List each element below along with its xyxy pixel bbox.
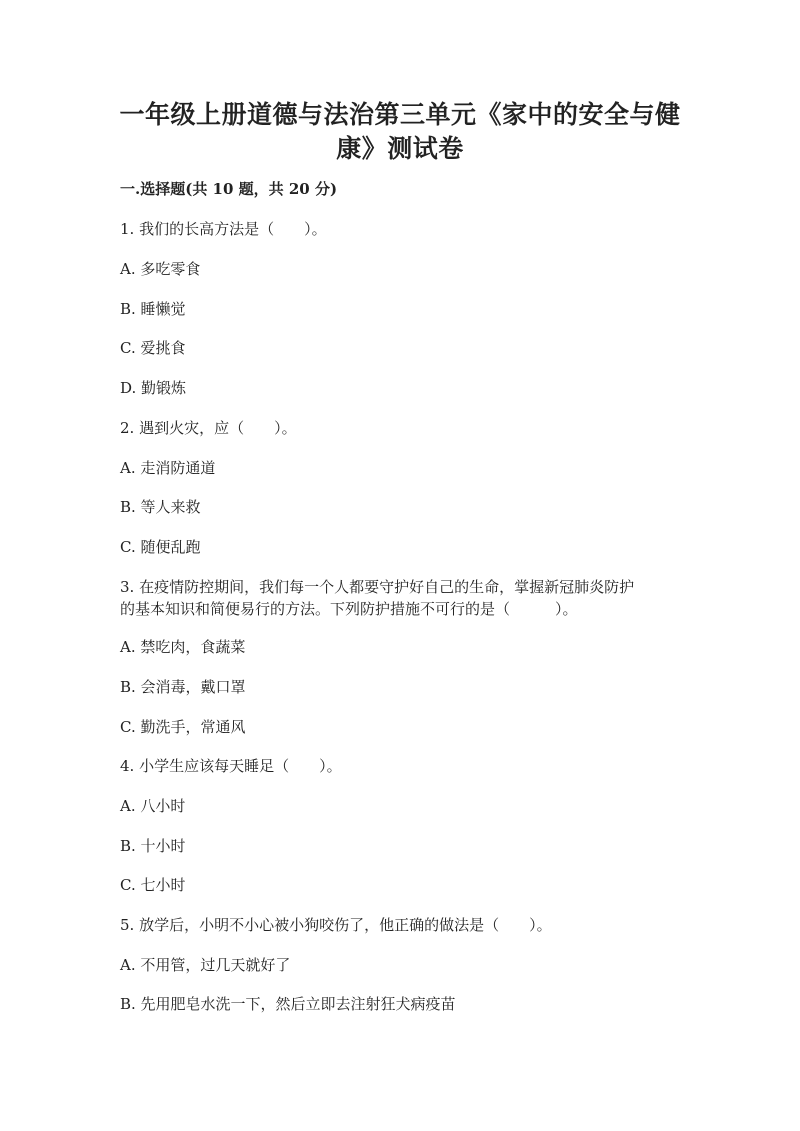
question-2-option-a: A. 走消防通道: [120, 459, 216, 477]
question-1-option-c: C. 爱挑食: [120, 339, 186, 357]
section-heading: 一.选择题(共 10 题，共 20 分): [120, 180, 338, 198]
question-5-stem: 5. 放学后，小明不小心被小狗咬伤了，他正确的做法是（ ）。: [120, 916, 552, 934]
question-5-option-a: A. 不用管，过几天就好了: [120, 956, 291, 974]
question-1-option-a: A. 多吃零食: [120, 260, 201, 278]
page-title-line-2: 康》测试卷: [336, 134, 464, 163]
question-4-stem: 4. 小学生应该每天睡足（ ）。: [120, 757, 342, 775]
question-3-option-c: C. 勤洗手，常通风: [120, 718, 246, 736]
question-1-option-d: D. 勤锻炼: [120, 379, 187, 397]
question-3-option-b: B. 会消毒，戴口罩: [120, 678, 246, 696]
question-4-option-c: C. 七小时: [120, 876, 186, 894]
question-1-stem: 1. 我们的长高方法是（ ）。: [120, 220, 327, 238]
question-3-stem-line-1: 3. 在疫情防控期间，我们每一个人都要守护好自己的生命，掌握新冠肺炎防护: [120, 578, 635, 596]
question-2-option-c: C. 随便乱跑: [120, 538, 201, 556]
question-2-stem: 2. 遇到火灾，应（ ）。: [120, 419, 297, 437]
question-4-option-b: B. 十小时: [120, 837, 186, 855]
question-1-option-b: B. 睡懒觉: [120, 300, 186, 318]
question-3-stem-line-2: 的基本知识和简便易行的方法。下列防护措施不可行的是（ ）。: [120, 600, 578, 618]
question-5-option-b: B. 先用肥皂水洗一下，然后立即去注射狂犬病疫苗: [120, 995, 456, 1013]
question-3-option-a: A. 禁吃肉，食蔬菜: [120, 638, 246, 656]
question-4-option-a: A. 八小时: [120, 797, 186, 815]
question-2-option-b: B. 等人来救: [120, 498, 201, 516]
page-title-line-1: 一年级上册道德与法治第三单元《家中的安全与健: [119, 100, 681, 129]
